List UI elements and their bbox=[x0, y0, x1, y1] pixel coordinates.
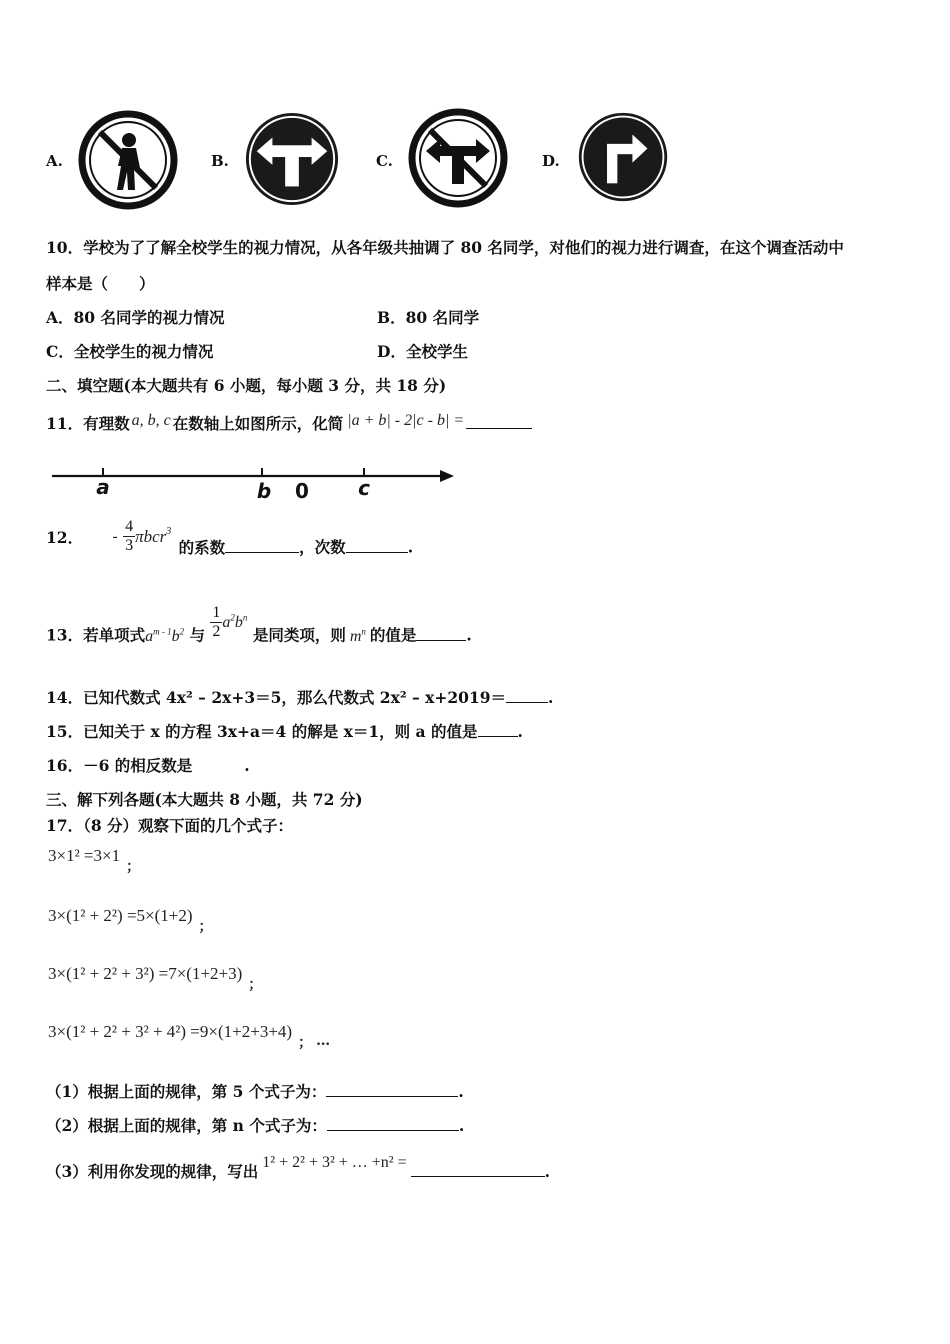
q17-sub3: （3）利用你发现的规律，写出 1² + 2² + 3² + … +n² = . bbox=[46, 1154, 551, 1181]
q17-equation-3: $3\times(1^2 + 2^2 + 3^2) =7\times(1+2+3)_;$ bbox=[48, 964, 263, 993]
q12-fraction: $\frac{4}{3}$ bbox=[125, 518, 134, 554]
q12-degree-text: ，次数 bbox=[299, 537, 346, 557]
no-left-right-turn-sign-icon bbox=[408, 108, 508, 208]
q17-equation-1: $3\times 1^2 =3\times 1_;$ bbox=[48, 846, 141, 875]
q13-monomial: $a^{m - 1}b^2$ bbox=[145, 626, 185, 645]
q12-coef-text: 的系数 bbox=[178, 537, 226, 557]
q17-sub1: （1）根据上面的规律，第 5 个式子为： . bbox=[46, 1082, 464, 1101]
q11-answer-blank[interactable] bbox=[466, 414, 532, 429]
left-right-turn-sign-icon bbox=[243, 110, 341, 208]
q12-degree-blank[interactable] bbox=[346, 538, 408, 553]
q17-sub2: （2）根据上面的规律，第 n 个式子为： . bbox=[46, 1116, 465, 1135]
label-a: a bbox=[96, 475, 110, 499]
q13-mn: $m^n$ bbox=[349, 626, 366, 645]
q13-with: 与 bbox=[189, 625, 205, 645]
q13-term: $a^2b^n$ bbox=[222, 612, 248, 632]
right-turn-sign-icon bbox=[576, 110, 670, 204]
q11-vars: a, b, c bbox=[131, 412, 171, 429]
q11-num: 11．有理数 bbox=[46, 414, 130, 433]
q12-stem bbox=[46, 518, 413, 558]
q17-equation-4: $3\times(1^2 + 2^2 + 3^2 + 4^2) =9\times(1+2+3+4)_;$ $_\dots$ bbox=[48, 1022, 331, 1051]
q12-minus: - bbox=[112, 527, 118, 545]
q12-coefficient-blank[interactable] bbox=[225, 538, 299, 553]
section-2-heading: 二、填空题(本大题共有 6 小题，每小题 3 分，共 18 分) bbox=[46, 376, 447, 395]
q13-fraction: $\frac{1}{2}$ bbox=[212, 604, 221, 640]
label-b: b bbox=[256, 479, 272, 503]
q12-term: πbcr$^3$ bbox=[135, 526, 172, 546]
q12-end: . bbox=[407, 537, 414, 557]
option-a-label: A. bbox=[46, 152, 63, 170]
q11-mid: 在数轴上如图所示，化简 bbox=[172, 414, 344, 433]
q10-stem-line2: 样本是（ ） bbox=[46, 274, 155, 293]
option-b-label: B. bbox=[211, 152, 229, 170]
label-0: 0 bbox=[295, 479, 309, 503]
q17-sub1-blank[interactable] bbox=[326, 1082, 458, 1097]
q17-sub3-expression: 1² + 2² + 3² + … +n² = bbox=[262, 1154, 407, 1171]
q17-equation-2: $3\times(1^2 + 2^2) =5\times(1+2)_;$ bbox=[48, 906, 213, 935]
q10-option-a: A．80 名同学的视力情况 bbox=[46, 308, 225, 327]
q13-stem bbox=[46, 604, 472, 646]
no-pedestrian-sign-icon bbox=[78, 110, 178, 210]
q15-answer-blank[interactable] bbox=[478, 722, 518, 737]
section-3-heading: 三、解下列各题(本大题共 8 小题，共 72 分) bbox=[46, 790, 363, 809]
q15-stem: 15．已知关于 x 的方程 3x+a＝4 的解是 x＝1，则 a 的值是 . bbox=[46, 722, 523, 741]
q16-stem: 16．－6 的相反数是 . bbox=[46, 756, 250, 775]
q10-stem-line1: 10．学校为了了解全校学生的视力情况，从各年级共抽调了 80 名同学，对他们的视力进行调查，在这个调查活动中 bbox=[46, 238, 844, 257]
q17-sub3-blank[interactable] bbox=[411, 1162, 545, 1177]
q10-option-c: C．全校学生的视力情况 bbox=[46, 342, 214, 361]
option-c-label: C. bbox=[376, 152, 393, 170]
q11-expression: |a + b| - 2|c - b| = bbox=[347, 412, 465, 429]
q10-option-d: D．全校学生 bbox=[377, 342, 468, 361]
q14-answer-blank[interactable] bbox=[506, 688, 548, 703]
q12-num: 12． bbox=[46, 527, 84, 547]
number-line bbox=[50, 462, 460, 504]
q10-option-b: B．80 名同学 bbox=[377, 308, 480, 327]
q13-end: . bbox=[466, 625, 472, 645]
q13-num: 13．若单项式 bbox=[46, 625, 146, 645]
option-d-label: D. bbox=[542, 152, 560, 170]
q13-tail: 的值是 bbox=[369, 625, 417, 645]
q17-title: 17．（8 分）观察下面的几个式子： bbox=[46, 816, 294, 835]
label-c: c bbox=[358, 476, 370, 500]
q11-stem bbox=[46, 412, 532, 434]
q13-mid: 是同类项，则 bbox=[252, 625, 346, 645]
q13-answer-blank[interactable] bbox=[416, 626, 466, 641]
q17-sub2-blank[interactable] bbox=[327, 1116, 459, 1131]
q14-stem: 14．已知代数式 4x² – 2x+3＝5，那么代数式 2x² – x+2019＝ . bbox=[46, 688, 554, 707]
